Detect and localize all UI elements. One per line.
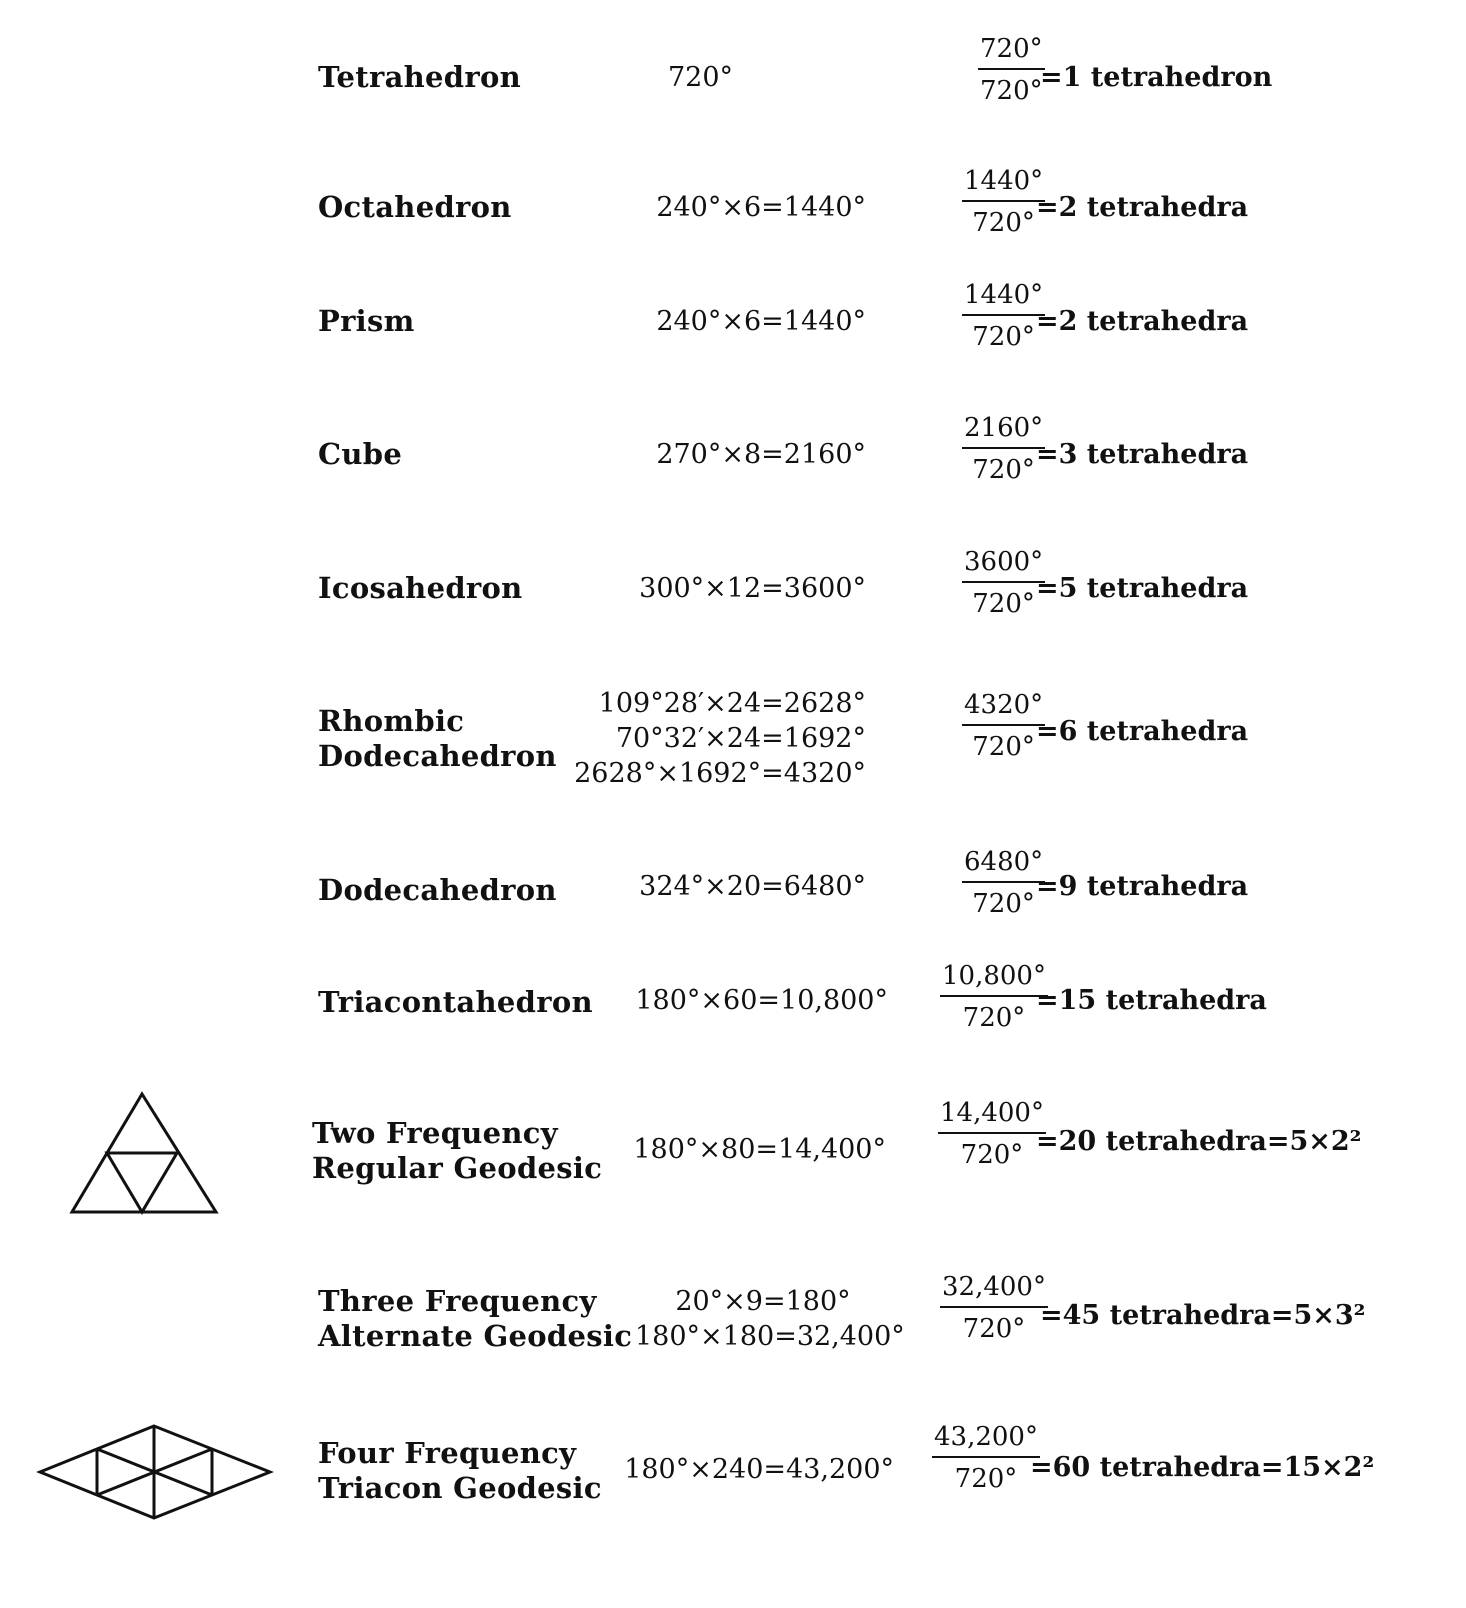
solid-name: [318, 704, 557, 774]
fraction-denominator: 720°: [972, 889, 1035, 919]
fraction-bar: [978, 68, 1045, 70]
fraction-bar: [938, 1132, 1046, 1134]
fraction-bar: [962, 881, 1045, 883]
fraction-numerator: 2160°: [964, 413, 1044, 443]
fraction-bar: [940, 1306, 1048, 1308]
solid-name: [312, 1116, 602, 1186]
fraction: [962, 547, 1045, 619]
calc-line: 2628°×1692°=4320°: [574, 758, 866, 789]
fraction: [962, 847, 1045, 919]
fraction-bar: [962, 200, 1045, 202]
fraction-numerator: 1440°: [964, 166, 1044, 196]
result-text: =6 tetrahedra: [1036, 716, 1249, 747]
solid-name-line: Four Frequency: [318, 1436, 577, 1470]
result-text: =5 tetrahedra: [1036, 573, 1249, 604]
fraction: [978, 34, 1045, 106]
fraction-numerator: 3600°: [964, 547, 1044, 577]
angle-calculation: [635, 983, 888, 1018]
calc-line: 300°×12=3600°: [639, 573, 866, 604]
angle-calculation: [639, 869, 866, 904]
calc-line: 20°×9=180°: [675, 1286, 851, 1317]
solid-name-line: Triacontahedron: [318, 985, 593, 1019]
result-text: =45 tetrahedra=5×3²: [1040, 1300, 1366, 1331]
calc-line: 109°28′×24=2628°: [598, 688, 866, 719]
fraction-numerator: 32,400°: [942, 1272, 1046, 1302]
result-text: =2 tetrahedra: [1036, 192, 1249, 223]
angle-calculation: [668, 60, 733, 95]
angle-calculation: [635, 1284, 905, 1354]
fraction-denominator: 720°: [962, 1003, 1026, 1033]
solid-name-line: Triacon Geodesic: [318, 1471, 602, 1505]
fraction-bar: [932, 1456, 1040, 1458]
result-text: =60 tetrahedra=15×2²: [1030, 1452, 1375, 1483]
fraction: [932, 1422, 1040, 1494]
angle-calculation: [656, 304, 866, 339]
fraction-bar: [962, 724, 1045, 726]
fraction-numerator: 14,400°: [940, 1098, 1044, 1128]
solid-name: [318, 304, 415, 339]
result-text: =3 tetrahedra: [1036, 439, 1249, 470]
fraction-denominator: 720°: [972, 732, 1035, 762]
solid-name-line: Icosahedron: [318, 571, 523, 605]
fraction-denominator: 720°: [980, 76, 1043, 106]
solid-name: [318, 60, 521, 95]
solid-name-line: Two Frequency: [312, 1116, 558, 1150]
angle-calculation: [574, 686, 866, 791]
fraction-bar: [962, 447, 1045, 449]
result-text: =20 tetrahedra=5×2²: [1036, 1126, 1362, 1157]
fraction-denominator: 720°: [972, 455, 1035, 485]
fraction-bar: [962, 581, 1045, 583]
fraction: [962, 413, 1045, 485]
calc-line: 70°32′×24=1692°: [615, 723, 866, 754]
solid-name: [318, 985, 593, 1020]
fraction-bar: [962, 314, 1045, 316]
fraction-denominator: 720°: [962, 1314, 1026, 1344]
result-text: =1 tetrahedron: [1040, 62, 1273, 93]
calc-line: 720°: [668, 62, 734, 93]
fraction-numerator: 4320°: [964, 690, 1044, 720]
solid-name-line: Regular Geodesic: [312, 1151, 603, 1185]
solid-name-line: Rhombic: [318, 704, 465, 738]
subdivided-rhombus-icon: [36, 1422, 274, 1526]
calc-line: 180°×60=10,800°: [635, 985, 888, 1016]
fraction-numerator: 1440°: [964, 280, 1044, 310]
solid-name-line: Octahedron: [318, 190, 512, 224]
fraction-numerator: 10,800°: [942, 961, 1046, 991]
angle-calculation: [624, 1452, 894, 1487]
angle-calculation: [656, 190, 866, 225]
fraction: [962, 280, 1045, 352]
result-text: =2 tetrahedra: [1036, 306, 1249, 337]
solid-name-line: Alternate Geodesic: [318, 1319, 633, 1353]
calc-line: 240°×6=1440°: [656, 306, 866, 337]
solid-name-line: Dodecahedron: [318, 739, 557, 773]
fraction-numerator: 6480°: [964, 847, 1044, 877]
angle-calculation: [639, 571, 866, 606]
calc-line: 180°×180=32,400°: [635, 1321, 905, 1352]
fraction-bar: [940, 995, 1048, 997]
solid-name-line: Tetrahedron: [318, 60, 521, 94]
fraction-denominator: 720°: [972, 589, 1035, 619]
fraction-numerator: 720°: [980, 34, 1043, 64]
calc-line: 270°×8=2160°: [656, 439, 866, 470]
fraction-denominator: 720°: [972, 208, 1035, 238]
solid-name-line: Cube: [318, 437, 403, 471]
subdivided-triangle-icon: [66, 1090, 226, 1218]
calc-line: 180°×240=43,200°: [624, 1454, 894, 1485]
angle-calculation: [633, 1132, 886, 1167]
result-text: =9 tetrahedra: [1036, 871, 1249, 902]
fraction: [940, 961, 1048, 1033]
calc-line: 324°×20=6480°: [639, 871, 866, 902]
angle-calculation: [656, 437, 866, 472]
result-text: =15 tetrahedra: [1036, 985, 1267, 1016]
solid-name: [318, 571, 523, 606]
fraction: [938, 1098, 1046, 1170]
solid-name-line: Dodecahedron: [318, 873, 557, 907]
solid-name: [318, 437, 402, 472]
solid-name: [318, 1284, 632, 1354]
solid-name-line: Prism: [318, 304, 415, 338]
calc-line: 180°×80=14,400°: [633, 1134, 886, 1165]
fraction: [962, 690, 1045, 762]
solid-name: [318, 873, 557, 908]
solid-name: [318, 190, 512, 225]
fraction-numerator: 43,200°: [934, 1422, 1038, 1452]
calc-line: 240°×6=1440°: [656, 192, 866, 223]
solid-name: [318, 1436, 602, 1506]
fraction-denominator: 720°: [960, 1140, 1024, 1170]
fraction-denominator: 720°: [954, 1464, 1018, 1494]
solid-name-line: Three Frequency: [318, 1284, 597, 1318]
fraction: [962, 166, 1045, 238]
fraction-denominator: 720°: [972, 322, 1035, 352]
fraction: [940, 1272, 1048, 1344]
